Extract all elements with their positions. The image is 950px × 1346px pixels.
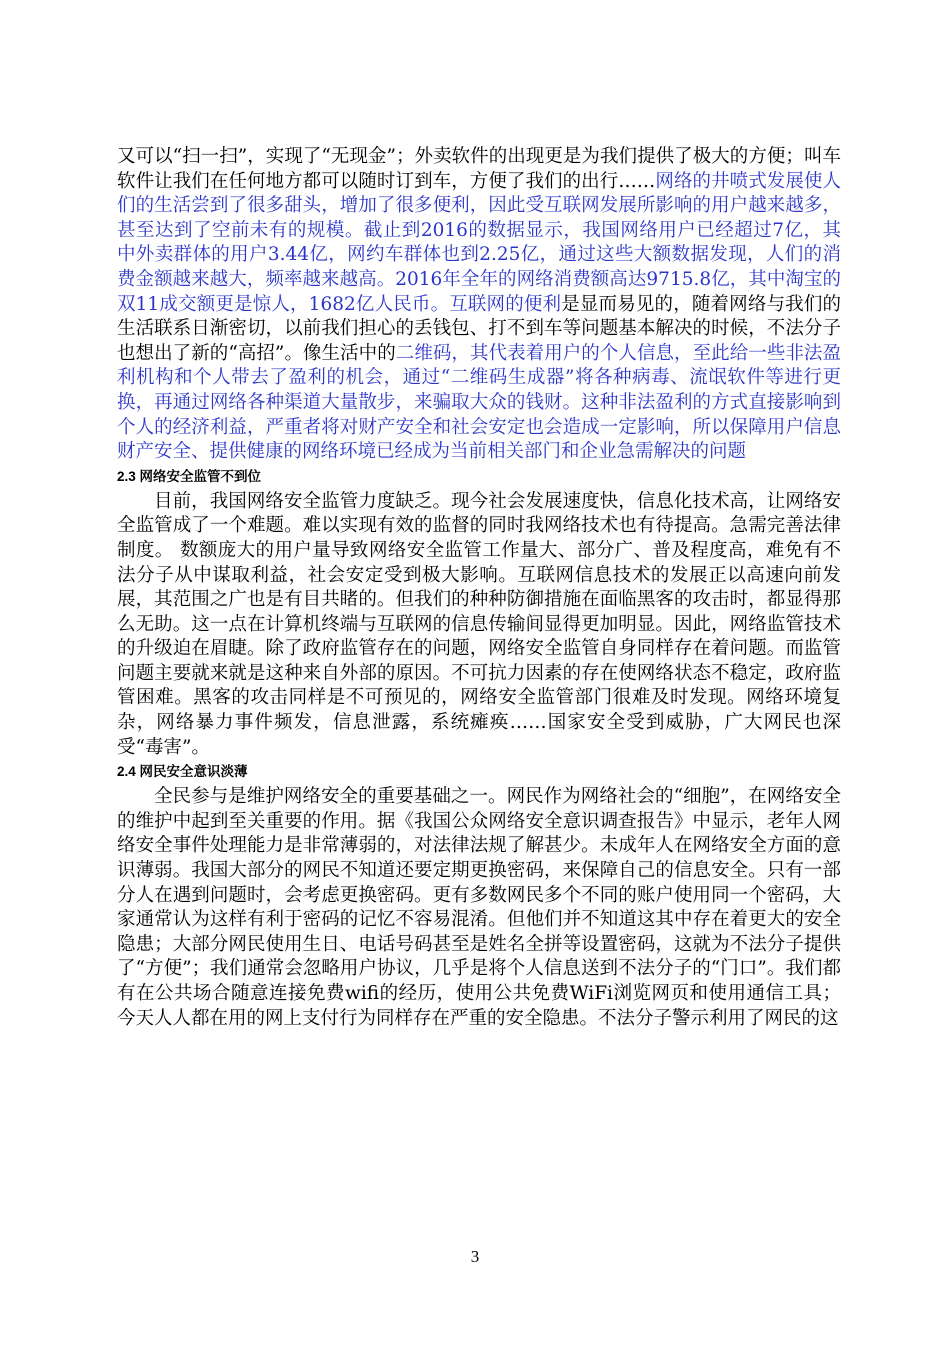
page-number: 3 bbox=[470, 1247, 480, 1266]
section-2-4-paragraph: 全民参与是维护网络安全的重要基础之一。网民作为网络社会的“细胞”，在网络安全的维护中起到至关重要的作用。据《我国公众网络安全意识调查报告》中显示，老年人网络安全事件处理能力是非常薄弱的，对法律法规了解甚少。未成年人在网络安全方面的意识薄弱。我国大部分的网民不知道还要定期更换密码，来保障自己的信息安全。只有一部分人在遇到问题时，会考虑更换密码。更有多数网民多个不同的账户使用同一个密码，大家通常认为这样有利于密码的记忆不容易混淆。但他们并不知道这其中存在着更大的安全隐患；大部分网民使用生日、电话号码甚至是姓名全拼等设置密码，这就为不法分子提供了“方便”；我们通常会忽略用户协议，几乎是将个人信息送到不法分子的“门口”。我们都有在公共场合随意连接免费wifi的经历，使用公共免费WiFi浏览网页和使用通信工具；今天人人都在用的网上支付行为同样存在严重的安全隐患。不法分子警示利用了网民的这 bbox=[117, 786, 841, 1029]
paragraph-text: 又可以“扫一扫”，实现了“无现金”；外卖软件的出现更是为我们提供了极大的方便；叫车软件让我们在任何地方都可以随时订到车，方便了我们的出行…… bbox=[117, 146, 841, 192]
section-heading-2-4: 2.4 网民安全意识淡薄 bbox=[117, 764, 248, 780]
highlighted-text: 二维码，其代表着用户的个人信息，至此给一些非法盈利机构和个人带去了盈利的机会，通过“二维码生成器”将各种病毒、流氓软件等进行更换，再通过网络各种渠道大量散步，来骗取大众的钱财。这种非法盈利的方式直接影响到个人的经济利益，严重者将对财产安全和社会安定也会造成一定影响，所以保障用户信息财产安全、提供健康的网络环境已经成为当前相关部门和企业急需解决的问题 bbox=[117, 342, 841, 463]
paragraph-text: 是显而易见的，随着网络与我们的生活联系日渐密切，以前我们担心的丢钱包、打不到车等问题基本解决的时候，不法分子也想出了新的“高招”。像生活中的 bbox=[117, 293, 841, 364]
highlighted-text: 网络的井喷式发展使人们的生活尝到了很多甜头，增加了很多便利，因此受互联网发展所影响的用户越来越多，甚至达到了空前未有的规模。截止到2016的数据显示，我国网络用户已经超过7亿，其中外卖群体的用户3.44亿，网约车群体也到2.25亿，通过这些大额数据发现，人们的消费金额越来越大，频率越来越高。2016年全年的网络消费额高达9715.8亿，其中淘宝的双11成交额更是惊人，1682亿人民币。互联网的便利 bbox=[117, 170, 841, 315]
section-heading-2-3: 2.3 网络安全监管不到位 bbox=[117, 468, 262, 484]
section-2-3-paragraph: 目前，我国网络安全监管力度缺乏。现今社会发展速度快，信息化技术高，让网络安全监管成了一个难题。难以实现有效的监督的同时我网络技术也有待提高。急需完善法律制度。 数额庞大的用户量导致网络安全监管工作量大、部分广、普及程度高，难免有不法分子从中谋取利益，社会安定受到极大影响。互联网信息技术的发展正以高速向前发展，其范围之广也是有目共睹的。但我们的种种防御措施在面临黑客的攻击时，都显得那么无助。这一点在计算机终端与互联网的信息传输间显得更加明显。因此，网络监管技术的升级迫在眉睫。除了政府监管存在的问题，网络安全监管自身同样存在着问题。而监管问题主要就来就是这种来自外部的原因。不可抗力因素的存在使网络状态不稳定，政府监管困难。黑客的攻击同样是不可预见的，网络安全监管部门很难及时发现。网络环境复杂，网络暴力事件频发，信息泄露，系统瘫痪……国家安全受到威胁，广大网民也深受“毒害”。 bbox=[117, 490, 841, 758]
page-content bbox=[117, 145, 841, 1031]
paragraph-continuation bbox=[117, 145, 841, 465]
